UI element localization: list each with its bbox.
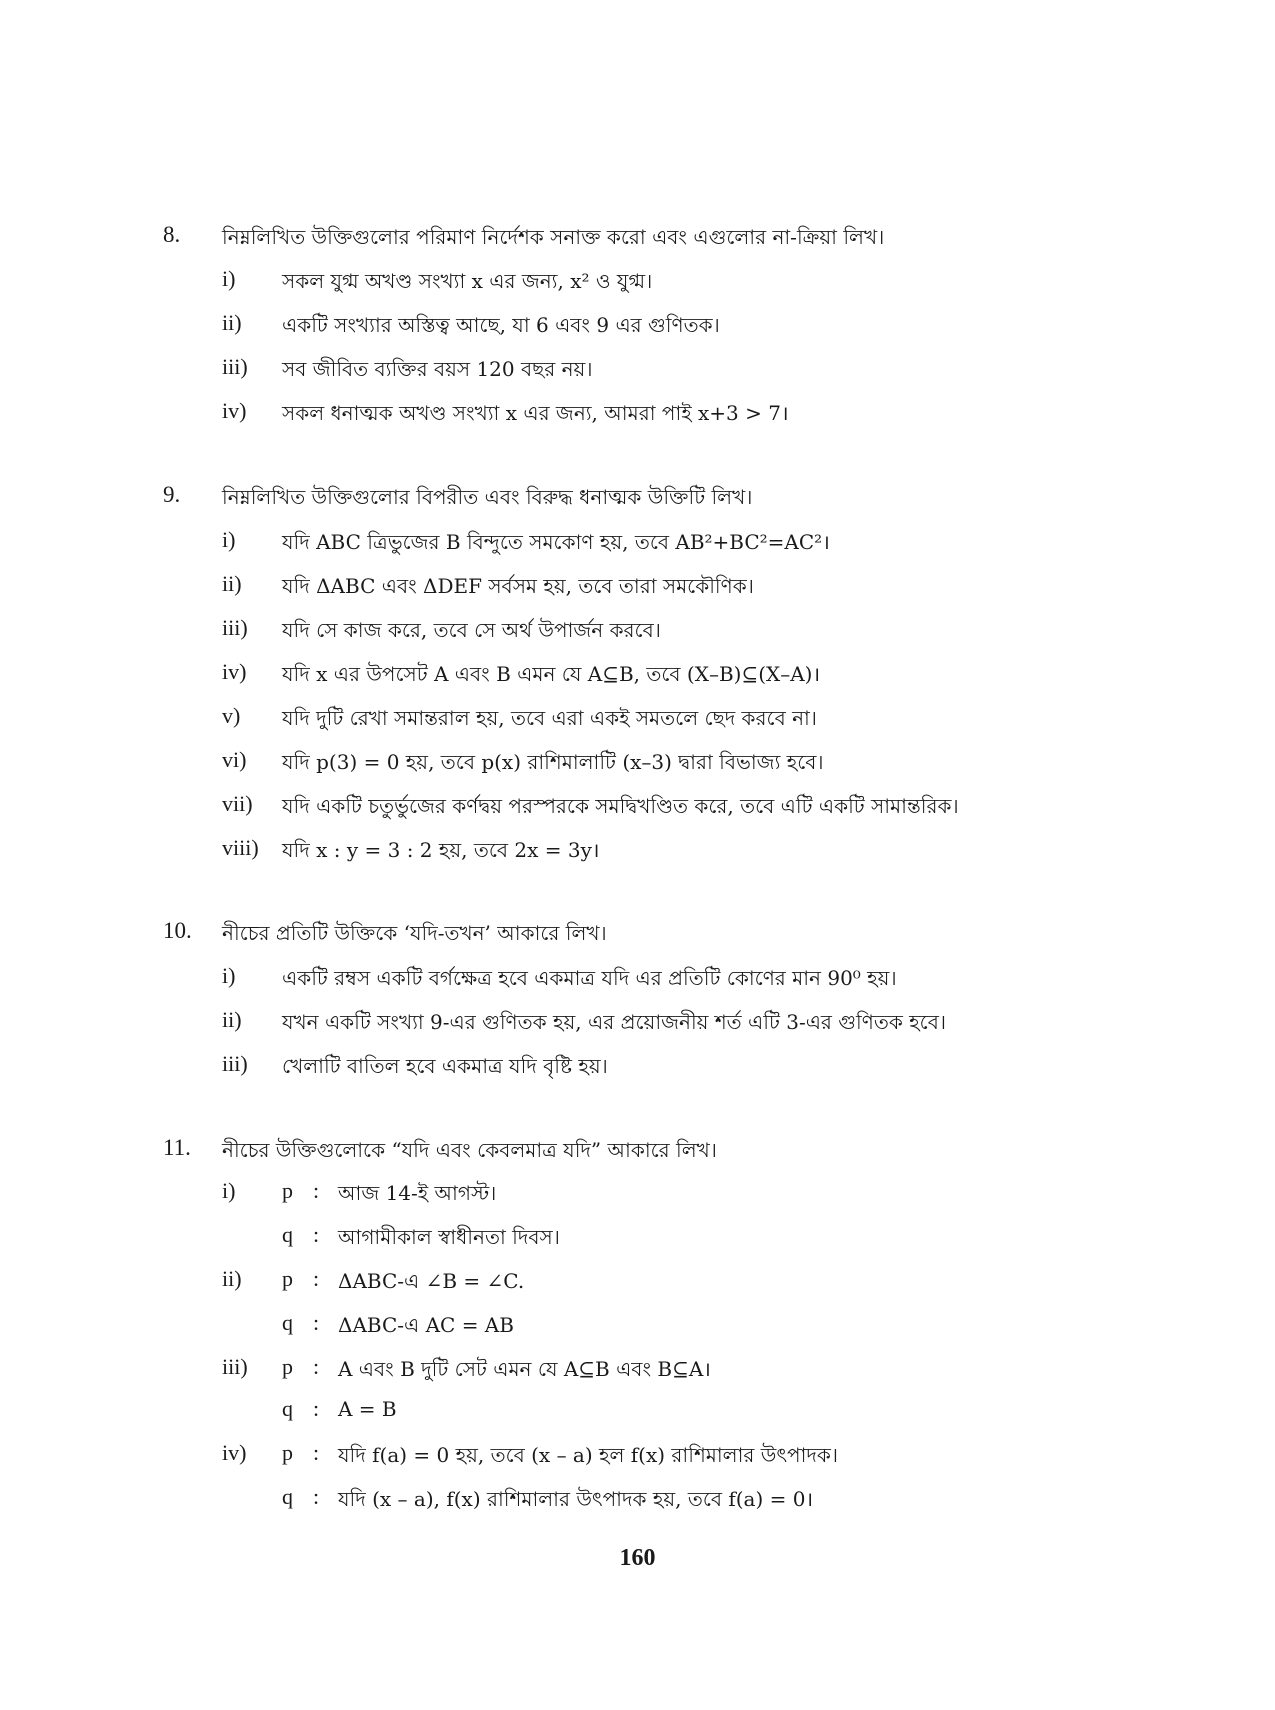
colon: : xyxy=(313,1310,320,1335)
item-text: একটি রম্বস একটি বর্গক্ষেত্র হবে একমাত্র যদি এর প্রতিটি কোণের মান 90⁰ হয়। xyxy=(282,966,897,990)
p-label: p xyxy=(282,1266,293,1291)
item-number: ii) xyxy=(222,571,242,596)
item-text: যদি সে কাজ করে, তবে সে অর্থ উপার্জন করবে। xyxy=(282,618,661,642)
item-text: যদি ΔABC এবং ΔDEF সর্বসম হয়, তবে তারা সমকৌণিক। xyxy=(282,574,754,598)
item-number: viii) xyxy=(222,835,259,860)
q-label: q xyxy=(282,1310,293,1335)
item-text: যদি একটি চতুর্ভুজের কর্ণদ্বয় পরস্পরকে সমদ্বিখণ্ডিত করে, তবে এটি একটি সামান্তরিক। xyxy=(282,794,959,818)
item-text: খেলাটি বাতিল হবে একমাত্র যদি বৃষ্টি হয়। xyxy=(282,1054,608,1078)
colon: : xyxy=(313,1440,320,1465)
item-number: vii) xyxy=(222,791,253,816)
item-number: v) xyxy=(222,703,241,728)
item-number: ii) xyxy=(222,310,242,335)
item-text: যদি x : y = 3 : 2 হয়, তবে 2x = 3y। xyxy=(282,838,600,862)
item-text: যখন একটি সংখ্যা 9-এর গুণিতক হয়, এর প্রয়োজনীয় শর্ত এটি 3-এর গুণিতক হবে। xyxy=(282,1010,947,1034)
q-statement: যদি (x – a), f(x) রাশিমালার উৎপাদক হয়, তবে f(a) = 0। xyxy=(338,1487,814,1511)
p-statement: আজ 14-ই আগস্ট। xyxy=(338,1181,497,1205)
question-text: নীচের প্রতিটি উক্তিকে ‘যদি-তখন’ আকারে লিখ। xyxy=(222,921,607,945)
colon: : xyxy=(313,1396,320,1421)
p-label: p xyxy=(282,1354,293,1379)
page-number: 160 xyxy=(619,1545,656,1571)
item-number: iii) xyxy=(222,1051,248,1076)
q-statement: আগামীকাল স্বাধীনতা দিবস। xyxy=(338,1225,560,1249)
p-statement: যদি f(a) = 0 হয়, তবে (x – a) হল f(x) রাশিমালার উৎপাদক। xyxy=(338,1443,839,1467)
colon: : xyxy=(313,1266,320,1291)
colon: : xyxy=(313,1354,320,1379)
item-number: iv) xyxy=(222,1440,247,1465)
p-label: p xyxy=(282,1178,293,1203)
q-label: q xyxy=(282,1484,293,1509)
item-number: vi) xyxy=(222,747,247,772)
item-number: iv) xyxy=(222,659,247,684)
question-text: নিম্নলিখিত উক্তিগুলোর বিপরীত এবং বিরুদ্ধ ধনাত্মক উক্তিটি লিখ। xyxy=(222,485,753,509)
question-text: নীচের উক্তিগুলোকে “যদি এবং কেবলমাত্র যদি” আকারে লিখ। xyxy=(222,1138,717,1162)
q-statement: ΔABC-এ AC = AB xyxy=(338,1313,514,1337)
question-number: 11. xyxy=(163,1135,191,1160)
item-number: iii) xyxy=(222,615,248,640)
question-number: 9. xyxy=(163,482,181,507)
item-number: iii) xyxy=(222,354,248,379)
p-label: p xyxy=(282,1440,293,1465)
item-text: সকল যুগ্ম অখণ্ড সংখ্যা x এর জন্য, x² ও যুগ্ম। xyxy=(282,269,653,293)
item-text: যদি x এর উপসেট A এবং B এমন যে A⊆B, তবে (X–B)⊆(X–A)। xyxy=(282,662,821,686)
colon: : xyxy=(313,1484,320,1509)
colon: : xyxy=(313,1178,320,1203)
item-number: i) xyxy=(222,527,236,552)
item-number: i) xyxy=(222,1178,236,1203)
item-number: i) xyxy=(222,963,236,988)
p-statement: A এবং B দুটি সেট এমন যে A⊆B এবং B⊆A। xyxy=(338,1357,711,1381)
question-number: 10. xyxy=(163,918,192,943)
q-label: q xyxy=(282,1396,293,1421)
item-text: সকল ধনাত্মক অখণ্ড সংখ্যা x এর জন্য, আমরা পাই x+3 > 7। xyxy=(282,401,789,425)
question-number: 8. xyxy=(163,222,181,247)
item-number: iii) xyxy=(222,1354,248,1379)
item-text: যদি ABC ত্রিভুজের B বিন্দুতে সমকোণ হয়, তবে AB²+BC²=AC²। xyxy=(282,530,830,554)
p-statement: ΔABC-এ ∠B = ∠C. xyxy=(338,1269,525,1293)
item-number: ii) xyxy=(222,1266,242,1291)
item-number: iv) xyxy=(222,398,247,423)
item-number: i) xyxy=(222,266,236,291)
q-statement: A = B xyxy=(338,1397,397,1421)
question-text: নিম্নলিখিত উক্তিগুলোর পরিমাণ নির্দেশক সনাক্ত করো এবং এগুলোর না-ক্রিয়া লিখ। xyxy=(222,225,885,249)
item-text: যদি p(3) = 0 হয়, তবে p(x) রাশিমালাটি (x–3) দ্বারা বিভাজ্য হবে। xyxy=(282,750,824,774)
item-number: ii) xyxy=(222,1007,242,1032)
item-text: যদি দুটি রেখা সমান্তরাল হয়, তবে এরা একই সমতলে ছেদ করবে না। xyxy=(282,706,817,730)
colon: : xyxy=(313,1222,320,1247)
q-label: q xyxy=(282,1222,293,1247)
item-text: সব জীবিত ব্যক্তির বয়স 120 বছর নয়। xyxy=(282,357,593,381)
item-text: একটি সংখ্যার অস্তিত্ব আছে, যা 6 এবং 9 এর গুণিতক। xyxy=(282,313,720,337)
